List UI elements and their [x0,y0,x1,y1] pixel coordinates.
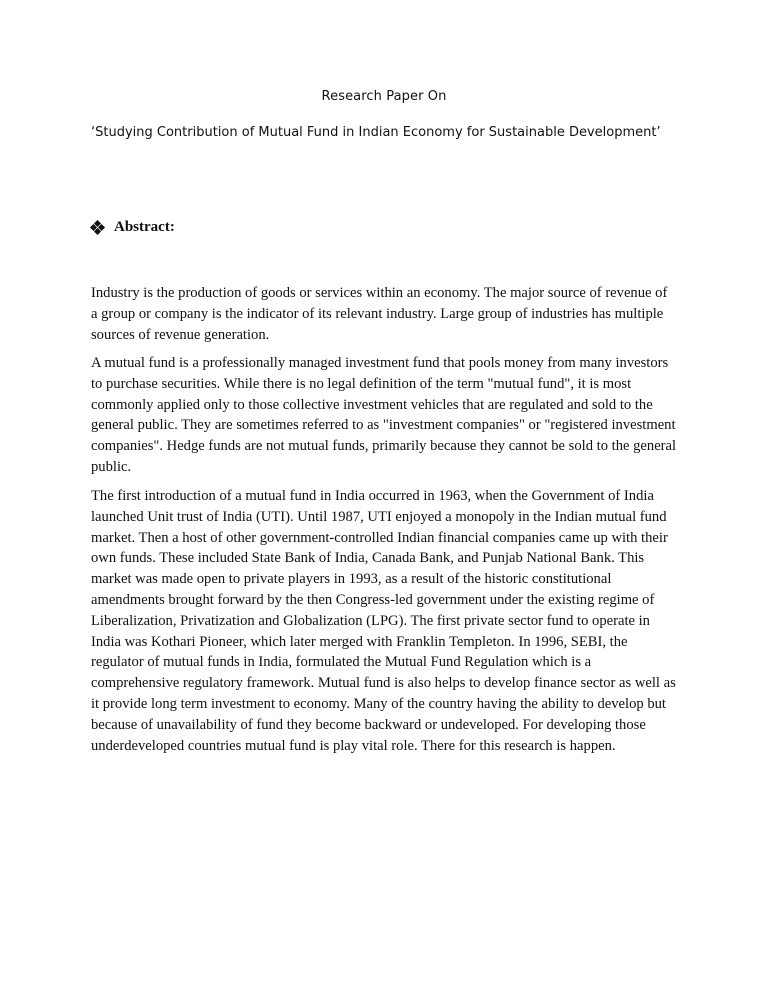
paper-title-line-1: Research Paper On [321,89,447,104]
abstract-paragraph-2: A mutual fund is a professionally managed investment fund that pools money from many investors to purchase securities. While there is no legal definition of the term "mutual fund", it is most commonly applied only to those collective investment vehicles that are regulated and sold to the general public. They are sometimes referred to as "investment companies" or "registered investment companies". Hedge funds are not mutual funds, primarily because they cannot be sold to the general public. [91,355,677,475]
abstract-paragraph-1: Industry is the production of goods or services within an economy. The major source of revenue of a group or company is the indicator of its relevant industry. Large group of industries has multiple sources of revenue generation. [91,285,668,343]
abstract-heading-label: Abstract: [114,219,175,235]
abstract-heading [91,219,175,236]
four-diamond-bullet-icon [91,221,104,234]
paper-title-line-2: ‘Studying Contribution of Mutual Fund in Indian Economy for Sustainable Development’ [91,125,661,140]
abstract-paragraph-3: The first introduction of a mutual fund in India occurred in 1963, when the Government of India launched Unit trust of India (UTI). Until 1987, UTI enjoyed a monopoly in the Indian mutual fund market. Then a host of other government-controlled Indian financial companies came up with their own funds. These included State Bank of India, Canada Bank, and Punjab National Bank. This market was made open to private players in 1993, as a result of the historic constitutional amendments brought forward by the then Congress-led government under the existing regime of Liberalization, Privatization and Globalization (LPG). The first private sector fund to operate in India was Kothari Pioneer, which later merged with Franklin Templeton. In 1996, SEBI, the regulator of mutual funds in India, formulated the Mutual Fund Regulation which is a comprehensive regulatory framework. Mutual fund is also helps to develop finance sector as well as it provide long term investment to economy. Many of the country having the ability to develop but because of unavailability of fund they become backward or undeveloped. For developing those underdeveloped countries mutual fund is play vital role. There for this research is happen. [91,488,676,754]
